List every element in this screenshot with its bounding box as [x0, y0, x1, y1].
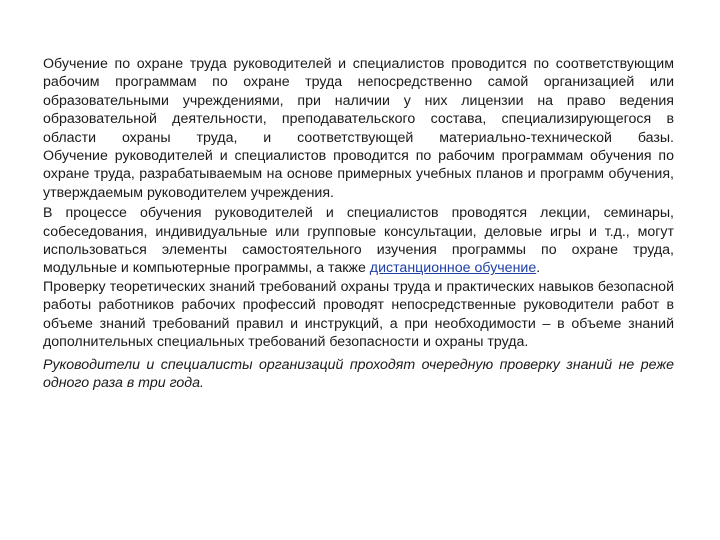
- paragraph-training-methods-text: В процессе обучения руководителей и специалистов проводятся лекции, семинары, собеседования, индивидуальные или групповые консультации, деловые игры и т.д., могут использоваться элементы самостоятельного изучения программы по охране труда, модульные и компьютерные программы, а также: [43, 205, 674, 277]
- body-text: [43, 55, 674, 392]
- paragraph-knowledge-check: Проверку теоретических знаний требований охраны труда и практических навыков безопасной работы работников рабочих профессий проводят непосредственные руководители работ в объеме знаний требований правил и инструкций, а при необходимости – в объеме знаний дополнительных специальных требований безопасности и охраны труда.: [43, 278, 674, 351]
- paragraph-training-methods-end: .: [536, 260, 541, 277]
- distance-learning-link[interactable]: дистанционное обучение: [369, 260, 537, 277]
- paragraph-training-curricula: Обучение руководителей и специалистов проводится по рабочим программам обучения по охране труда, разрабатываемым на основе примерных учебных планов и программ обучения, утверждаемым руководителем учреждения.: [43, 148, 674, 201]
- paragraph-training-programs: Обучение по охране труда руководителей и специалистов проводится по соответствующим рабочим программам по охране труда непосредственно самой организацией или образовательными учреждениями, при наличии у них лицензии на право ведения образовательной деятельности, преподавательского состава, специализирующегося в области охраны труда, и соответствующей материально-технической базы.: [43, 56, 674, 146]
- paragraph-training-methods: [43, 204, 674, 278]
- paragraph-check-frequency: Руководители и специалисты организаций проходят очередную проверку знаний не реже одного раза в три года.: [43, 356, 674, 391]
